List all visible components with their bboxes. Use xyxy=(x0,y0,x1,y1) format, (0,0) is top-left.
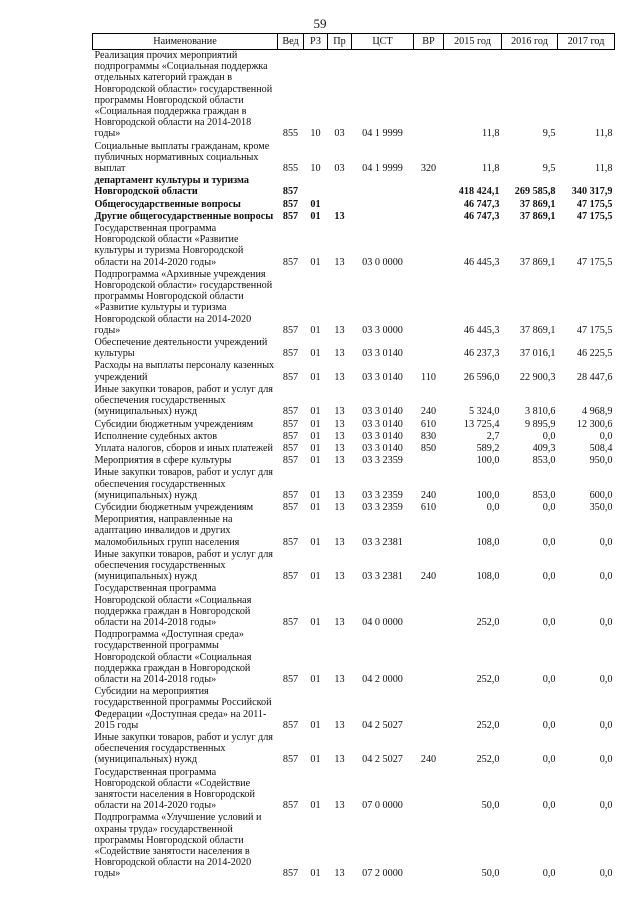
row-cst: 04 2 0000 xyxy=(362,673,403,685)
row-cst: 04 1 9999 xyxy=(362,128,403,140)
row-pr: 13 xyxy=(334,256,345,268)
table-row xyxy=(93,141,615,176)
table-row xyxy=(93,337,615,360)
row-vr: 320 xyxy=(420,163,437,175)
row-cst: 03 3 2359 xyxy=(362,501,403,513)
row-cst: 03 3 2359 xyxy=(362,455,403,467)
row-name: Иные закупки товаров, работ и услуг для обеспечения государственных (муниципальных) нужд xyxy=(94,383,273,418)
row-2017: 47 175,5 xyxy=(576,256,613,268)
header-pr: Пр xyxy=(328,34,352,50)
row-ved: 857 xyxy=(282,418,299,430)
row-cst xyxy=(352,199,414,211)
row-name: Расходы на выплаты персоналу казенных учреждений xyxy=(94,360,275,383)
row-2017: 4 968,9 xyxy=(581,406,613,418)
row-cst: 03 3 2381 xyxy=(362,571,403,583)
row-vr xyxy=(414,211,444,223)
row-2015: 46 747,3 xyxy=(463,198,500,210)
table-header-row xyxy=(93,34,615,50)
row-vr xyxy=(414,812,444,880)
row-pr: 13 xyxy=(334,210,345,222)
table-row xyxy=(93,767,615,813)
row-2015: 50,0 xyxy=(481,800,500,812)
row-cst: 07 0 0000 xyxy=(362,800,403,812)
header-name: Наименование xyxy=(93,34,278,50)
row-vr xyxy=(414,629,444,686)
row-2016: 0,0 xyxy=(542,719,556,731)
table-row xyxy=(93,199,615,211)
row-2015: 100,0 xyxy=(476,489,500,501)
row-2015: 11,8 xyxy=(482,163,500,175)
row-ved: 857 xyxy=(282,501,299,513)
row-2017: 0,0 xyxy=(599,719,613,731)
row-2016: 37 869,1 xyxy=(519,324,556,336)
row-ved: 857 xyxy=(282,536,299,548)
row-pr: 13 xyxy=(334,501,345,513)
row-2017: 950,0 xyxy=(589,455,613,467)
row-cst: 03 3 0140 xyxy=(362,371,403,383)
budget-table xyxy=(92,33,615,881)
row-pr: 13 xyxy=(334,489,345,501)
row-2015: 46 747,3 xyxy=(463,210,500,222)
row-cst: 03 3 0140 xyxy=(362,406,403,418)
row-2017: 340 317,9 xyxy=(571,186,613,198)
row-2016: 0,0 xyxy=(542,571,556,583)
row-ved: 857 xyxy=(282,442,299,454)
row-2017: 508,4 xyxy=(589,442,613,454)
header-ved: Вед xyxy=(278,34,304,50)
row-vr xyxy=(414,767,444,813)
row-vr: 110 xyxy=(421,371,436,383)
row-name: Другие общегосударственные вопросы xyxy=(94,210,274,222)
row-ved: 857 xyxy=(282,324,299,336)
header-vr: ВР xyxy=(414,34,444,50)
row-rz: 01 xyxy=(310,868,321,880)
row-vr xyxy=(414,175,444,198)
row-2015: 46 445,3 xyxy=(463,324,500,336)
table-row xyxy=(93,514,615,549)
table-row xyxy=(93,629,615,686)
row-name: Иные закупки товаров, работ и услуг для обеспечения государственных (муниципальных) нужд xyxy=(94,548,273,583)
row-2015: 0,0 xyxy=(486,501,500,513)
row-name: Общегосударственные вопросы xyxy=(94,198,241,210)
table-row xyxy=(93,502,615,514)
row-name: Подпрограмма «Архивные учреждения Новгородской области» государственной программы Новгородской области «Развитие культуры и туризма Новгородской области на 2014-2020 годы» xyxy=(94,268,273,336)
row-rz: 01 xyxy=(310,754,321,766)
table-row xyxy=(93,686,615,732)
row-2016: 0,0 xyxy=(542,430,556,442)
row-vr: 240 xyxy=(420,489,437,501)
row-ved: 857 xyxy=(282,800,299,812)
table-row xyxy=(93,549,615,584)
row-ved: 857 xyxy=(282,754,299,766)
row-cst: 04 0 0000 xyxy=(362,616,403,628)
row-pr: 13 xyxy=(334,324,345,336)
row-ved: 857 xyxy=(282,719,299,731)
row-2017: 0,0 xyxy=(599,800,613,812)
row-pr xyxy=(328,199,352,211)
row-ved: 857 xyxy=(282,430,299,442)
row-rz: 01 xyxy=(310,442,321,454)
row-name: Обеспечение деятельности учреждений культуры xyxy=(94,337,268,360)
row-2017: 0,0 xyxy=(599,868,613,880)
row-name: Государственная программа Новгородской области «Социальная поддержка граждан в Новгородской области на 2014-2018 годы» xyxy=(94,583,252,628)
header-2016: 2016 год xyxy=(502,34,558,50)
row-cst: 03 0 0000 xyxy=(362,256,403,268)
row-pr: 13 xyxy=(334,719,345,731)
row-pr: 03 xyxy=(334,128,345,140)
row-rz: 01 xyxy=(310,719,321,731)
row-name: Мероприятия в сфере культуры xyxy=(94,455,232,467)
row-2016: 9,5 xyxy=(542,128,556,140)
row-ved: 857 xyxy=(282,406,299,418)
row-ved: 857 xyxy=(282,348,299,360)
row-vr xyxy=(414,223,444,269)
row-ved: 855 xyxy=(282,163,299,175)
row-vr xyxy=(414,337,444,360)
row-name: Субсидии на мероприятия государственной программы Российской Федерации «Доступная среда» на 2011-2015 годы xyxy=(94,686,272,731)
row-2015: 46 237,3 xyxy=(463,348,500,360)
row-2016: 269 585,8 xyxy=(514,186,556,198)
row-name: Государственная программа Новгородской области «Развитие культуры и туризма Новгородской области на 2014-2020 годы» xyxy=(94,223,244,268)
row-cst: 03 3 0140 xyxy=(362,348,403,360)
row-ved: 857 xyxy=(282,198,299,210)
row-name: Субсидии бюджетным учреждениям xyxy=(94,418,254,430)
row-2016: 3 810,6 xyxy=(524,406,556,418)
row-cst: 03 3 2381 xyxy=(362,536,403,548)
row-2015: 252,0 xyxy=(476,616,500,628)
row-cst: 03 3 0140 xyxy=(362,430,403,442)
row-vr xyxy=(414,199,444,211)
row-ved: 857 xyxy=(282,371,299,383)
row-ved: 857 xyxy=(282,256,299,268)
row-pr xyxy=(328,175,352,198)
row-name: Подпрограмма «Доступная среда» государственной программы Новгородской области «Социальная поддержка граждан в Новгородской области на 2014-2018 годы» xyxy=(94,629,252,685)
row-pr: 13 xyxy=(334,536,345,548)
row-vr xyxy=(414,686,444,732)
row-rz: 01 xyxy=(310,571,321,583)
row-cst: 03 3 2359 xyxy=(362,489,403,501)
row-cst: 04 2 5027 xyxy=(362,719,403,731)
row-vr: 240 xyxy=(420,571,437,583)
row-pr: 13 xyxy=(334,616,345,628)
table-row xyxy=(93,211,615,223)
table-row xyxy=(93,455,615,467)
row-vr: 830 xyxy=(420,430,437,442)
header-2015: 2015 год xyxy=(444,34,502,50)
table-row xyxy=(93,175,615,198)
row-vr xyxy=(414,514,444,549)
table-row xyxy=(93,360,615,383)
row-pr: 13 xyxy=(334,800,345,812)
row-name: Уплата налогов, сборов и иных платежей xyxy=(94,442,273,454)
row-2017: 46 225,5 xyxy=(576,348,613,360)
row-2017: 0,0 xyxy=(599,754,613,766)
row-2016: 409,3 xyxy=(532,442,556,454)
row-rz: 01 xyxy=(310,210,321,222)
table-row xyxy=(93,732,615,767)
row-rz: 01 xyxy=(310,324,321,336)
row-2015: 252,0 xyxy=(476,754,500,766)
row-2016: 0,0 xyxy=(542,501,556,513)
row-2015: 50,0 xyxy=(481,868,500,880)
row-2016: 0,0 xyxy=(542,754,556,766)
row-vr xyxy=(414,583,444,629)
row-rz: 01 xyxy=(310,348,321,360)
row-rz: 01 xyxy=(310,616,321,628)
row-vr: 850 xyxy=(420,442,437,454)
row-vr: 610 xyxy=(420,418,437,430)
row-2016: 853,0 xyxy=(532,455,556,467)
row-2016: 853,0 xyxy=(532,489,556,501)
header-2017: 2017 год xyxy=(558,34,615,50)
row-name: Мероприятия, направленные на адаптацию инвалидов и других маломобильных групп населения xyxy=(94,514,240,548)
row-vr xyxy=(414,50,444,141)
row-2016: 37 869,1 xyxy=(519,198,556,210)
row-2015: 46 445,3 xyxy=(463,256,500,268)
row-ved: 855 xyxy=(282,128,299,140)
row-2017: 0,0 xyxy=(599,616,613,628)
row-2015: 11,8 xyxy=(482,128,500,140)
row-pr: 13 xyxy=(334,406,345,418)
row-pr: 13 xyxy=(334,430,345,442)
row-rz: 01 xyxy=(310,418,321,430)
row-2015: 5 324,0 xyxy=(468,406,500,418)
table-row xyxy=(93,443,615,455)
row-2017: 11,8 xyxy=(595,163,613,175)
row-2017: 0,0 xyxy=(599,571,613,583)
row-pr: 03 xyxy=(334,163,345,175)
row-rz: 01 xyxy=(310,455,321,467)
table-row xyxy=(93,583,615,629)
row-2017: 12 300,6 xyxy=(576,418,613,430)
row-2015: 108,0 xyxy=(476,571,500,583)
row-cst: 03 3 0140 xyxy=(362,442,403,454)
row-2015: 252,0 xyxy=(476,719,500,731)
row-vr xyxy=(414,455,444,467)
table-row xyxy=(93,223,615,269)
row-name: Государственная программа Новгородской области «Содействие занятости населения в Новгородской области на 2014-2020 годы» xyxy=(94,766,255,812)
row-2017: 350,0 xyxy=(589,501,613,513)
row-2015: 2,7 xyxy=(486,430,500,442)
table-row xyxy=(93,419,615,431)
row-cst: 04 1 9999 xyxy=(362,163,403,175)
row-2017: 47 175,5 xyxy=(576,198,613,210)
row-pr: 13 xyxy=(334,754,345,766)
row-2016: 9,5 xyxy=(542,163,556,175)
table-row xyxy=(93,50,615,141)
row-rz: 01 xyxy=(310,256,321,268)
row-2017: 0,0 xyxy=(599,536,613,548)
row-2016: 0,0 xyxy=(542,868,556,880)
row-rz: 01 xyxy=(310,406,321,418)
row-2016: 9 895,9 xyxy=(524,418,556,430)
row-vr xyxy=(414,269,444,337)
row-ved: 857 xyxy=(282,186,299,198)
row-pr: 13 xyxy=(334,571,345,583)
row-name: Подпрограмма «Улучшение условий и охраны труда» государственной программы Новгородской области «Содействие занятости населения в Новгородской области на 2014-2020 годы» xyxy=(94,812,262,880)
row-vr: 240 xyxy=(420,406,437,418)
row-2017: 28 447,6 xyxy=(576,371,613,383)
row-rz: 01 xyxy=(310,371,321,383)
header-cst: ЦСТ xyxy=(352,34,414,50)
row-2017: 0,0 xyxy=(599,673,613,685)
row-pr: 13 xyxy=(334,455,345,467)
row-name: Исполнение судебных актов xyxy=(94,430,218,442)
row-rz xyxy=(304,175,328,198)
row-2015: 252,0 xyxy=(476,673,500,685)
row-rz: 01 xyxy=(310,489,321,501)
row-2015: 589,2 xyxy=(476,442,500,454)
row-rz: 01 xyxy=(310,198,321,210)
row-vr: 610 xyxy=(420,501,437,513)
row-2015: 108,0 xyxy=(476,536,500,548)
row-pr: 13 xyxy=(334,442,345,454)
row-ved: 857 xyxy=(282,489,299,501)
row-cst xyxy=(352,211,414,223)
row-2017: 47 175,5 xyxy=(576,324,613,336)
header-rz: РЗ xyxy=(304,34,328,50)
row-ved: 857 xyxy=(282,673,299,685)
row-name: Социальные выплаты гражданам, кроме публичных нормативных социальных выплат xyxy=(94,140,270,175)
row-2017: 11,8 xyxy=(595,128,613,140)
row-rz: 10 xyxy=(310,163,321,175)
row-pr: 13 xyxy=(334,371,345,383)
row-rz: 01 xyxy=(310,673,321,685)
row-2016: 22 900,3 xyxy=(519,371,556,383)
row-2016: 0,0 xyxy=(542,536,556,548)
row-2016: 37 869,1 xyxy=(519,210,556,222)
row-vr: 240 xyxy=(420,754,437,766)
row-cst: 07 2 0000 xyxy=(362,868,403,880)
row-ved: 857 xyxy=(282,616,299,628)
row-name: Иные закупки товаров, работ и услуг для обеспечения государственных (муниципальных) нужд xyxy=(94,467,273,501)
page-number: 59 xyxy=(313,16,327,31)
table-row xyxy=(93,812,615,880)
row-rz: 10 xyxy=(310,128,321,140)
row-ved: 857 xyxy=(282,868,299,880)
row-rz: 01 xyxy=(310,800,321,812)
row-pr: 13 xyxy=(334,868,345,880)
row-name: департамент культуры и туризма Новгородской области xyxy=(94,175,250,198)
row-2016: 37 016,1 xyxy=(519,348,556,360)
row-name: Реализация прочих мероприятий подпрограммы «Социальная поддержка отдельных категорий граждан в Новгородской области» государственной программы Новгородской области «Социальная поддержка граждан в Новгородской области на 2014-2018 годы» xyxy=(94,50,273,140)
row-2017: 600,0 xyxy=(589,489,613,501)
row-pr: 13 xyxy=(334,418,345,430)
row-name: Субсидии бюджетным учреждениям xyxy=(94,501,254,513)
row-cst: 03 3 0140 xyxy=(362,418,403,430)
table-row xyxy=(93,269,615,337)
row-rz: 01 xyxy=(310,536,321,548)
table-body xyxy=(93,50,615,881)
row-name: Иные закупки товаров, работ и услуг для обеспечения государственных (муниципальных) нужд xyxy=(94,731,273,766)
row-2015: 13 725,4 xyxy=(463,418,500,430)
row-cst: 03 3 0000 xyxy=(362,324,403,336)
row-2016: 0,0 xyxy=(542,616,556,628)
row-2017: 0,0 xyxy=(599,430,613,442)
row-ved: 857 xyxy=(282,455,299,467)
table-row xyxy=(93,384,615,419)
row-2015: 100,0 xyxy=(476,455,500,467)
row-ved: 857 xyxy=(282,571,299,583)
table-row xyxy=(93,431,615,443)
row-pr: 13 xyxy=(334,673,345,685)
row-ved: 857 xyxy=(282,210,299,222)
row-2015: 26 596,0 xyxy=(463,371,500,383)
table-row xyxy=(93,467,615,502)
row-2015: 418 424,1 xyxy=(458,186,500,198)
row-2016: 37 869,1 xyxy=(519,256,556,268)
row-2016: 0,0 xyxy=(542,800,556,812)
row-rz: 01 xyxy=(310,501,321,513)
row-cst xyxy=(352,175,414,198)
row-2016: 0,0 xyxy=(542,673,556,685)
row-rz: 01 xyxy=(310,430,321,442)
row-2017: 47 175,5 xyxy=(576,210,613,222)
row-cst: 04 2 5027 xyxy=(362,754,403,766)
row-pr: 13 xyxy=(334,348,345,360)
